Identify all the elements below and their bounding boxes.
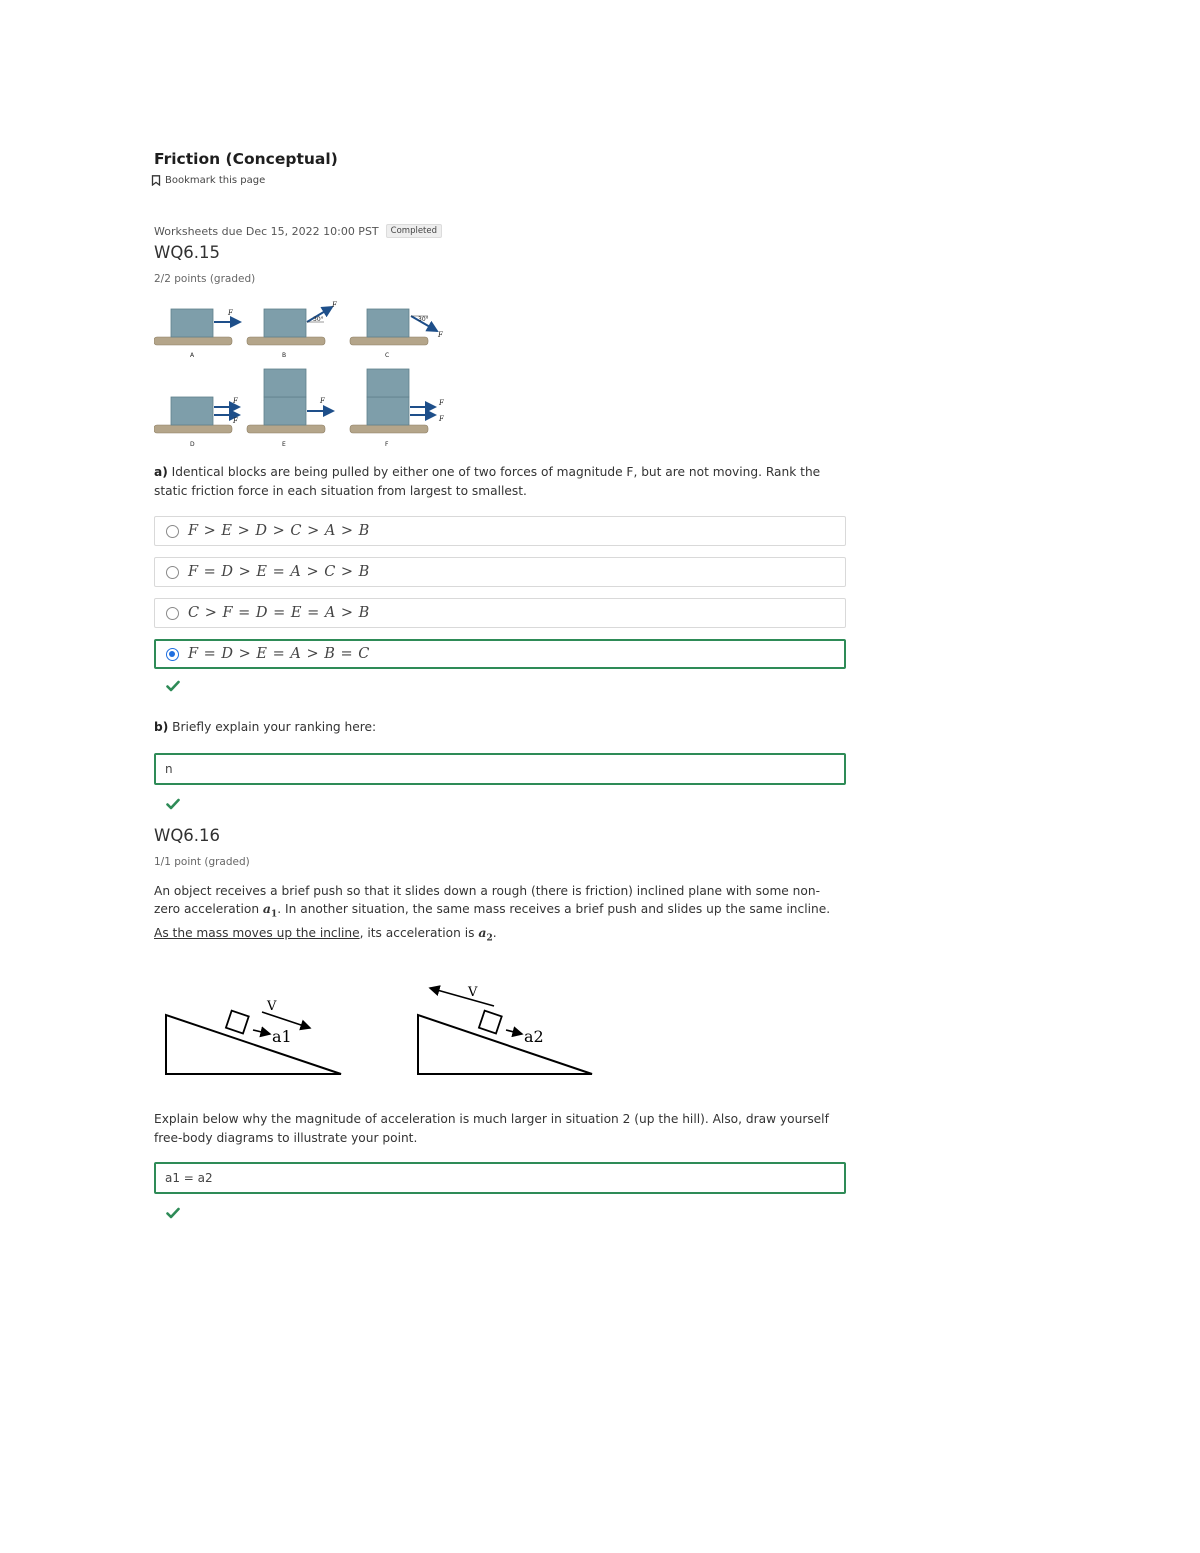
part-a-text: Identical blocks are being pulled by either one of two forces of magnitude F, but are not moving. Rank the static friction force in each situation from largest to smallest. — [154, 465, 821, 498]
svg-text:30°: 30° — [313, 316, 324, 323]
main-content — [154, 148, 854, 1219]
svg-text:a2: a2 — [524, 1027, 544, 1046]
svg-text:30°: 30° — [418, 316, 429, 323]
explain-prompt: Explain below why the magnitude of acceleration is much larger in situation 2 (up the hill). Also, draw yourself free-body diagrams to illustrate your point. — [154, 1112, 829, 1145]
choice-label: F > E > D > C > A > B — [188, 523, 370, 539]
choice-list — [154, 516, 854, 669]
svg-text:F: F — [439, 399, 444, 407]
choice-label: C > F = D = E = A > B — [188, 605, 370, 621]
part-a-prefix: a) — [154, 465, 168, 479]
part-a-question — [154, 463, 844, 500]
svg-text:V: V — [267, 999, 277, 1014]
svg-text:F: F — [320, 397, 325, 405]
radio-button[interactable] — [166, 566, 179, 579]
situation-a — [154, 309, 240, 359]
incline-diagram-1 — [166, 999, 341, 1074]
part-b-text: Briefly explain your ranking here: — [172, 720, 377, 734]
choice-option-3[interactable] — [154, 598, 846, 628]
svg-text:F: F — [332, 301, 337, 309]
svg-text:F: F — [233, 397, 238, 405]
radio-button[interactable] — [166, 607, 179, 620]
situation-e — [247, 369, 333, 448]
due-row — [154, 224, 854, 238]
situation-b — [247, 301, 338, 359]
part-b-question — [154, 718, 844, 737]
incline-diagrams — [154, 978, 614, 1088]
choice-option-4[interactable] — [154, 639, 846, 669]
choice-option-1[interactable] — [154, 516, 846, 546]
problem-title-wq616: WQ6.16 — [154, 825, 221, 845]
svg-text:F: F — [438, 331, 443, 339]
correct-check-icon — [166, 680, 180, 692]
radio-button[interactable] — [166, 525, 179, 538]
status-badge: Completed — [386, 224, 442, 238]
choice-option-2[interactable] — [154, 557, 846, 587]
bookmark-label: Bookmark this page — [165, 175, 266, 186]
bookmark-icon — [151, 175, 161, 186]
unit-title: Friction (Conceptual) — [154, 150, 338, 168]
problem-points: 2/2 points (graded) — [154, 273, 256, 285]
label-f: F — [385, 441, 389, 448]
svg-text:V: V — [468, 985, 478, 1000]
situation-c — [350, 309, 444, 359]
choice-label: F = D > E = A > B = C — [188, 646, 370, 662]
problem2-answer-input[interactable]: a1 = a2 — [154, 1162, 846, 1194]
label-a: A — [190, 352, 195, 359]
problem-title-wq615: WQ6.15 — [154, 243, 221, 262]
svg-text:F: F — [233, 417, 238, 425]
label-e: E — [282, 441, 286, 448]
label-b: B — [282, 352, 287, 359]
svg-text:a1: a1 — [272, 1027, 292, 1046]
underlined-text: As the mass moves up the incline — [154, 926, 360, 940]
correct-check-icon — [166, 1207, 180, 1219]
bookmark-button[interactable] — [151, 175, 854, 186]
incline-diagram-2 — [418, 985, 592, 1074]
var-a2: $a_2$ — [478, 925, 493, 944]
radio-button-selected[interactable] — [166, 648, 179, 661]
part-b-answer-input[interactable]: n — [154, 753, 846, 785]
label-c: C — [385, 352, 390, 359]
problem-points: 1/1 point (graded) — [154, 855, 250, 868]
blocks-figure — [154, 299, 454, 449]
situation-d — [154, 397, 239, 448]
problem2-question: An object receives a brief push so that it slides down a rough (there is friction) inclined plane with some non-zero acceleration $a_1$. In another situation, the same mass receives a brief push and slides up the same incline. As the mass moves up the incline, its acceleration is $a_2$. — [154, 883, 831, 944]
svg-text:F: F — [439, 415, 444, 423]
choice-label: F = D > E = A > C > B — [188, 564, 370, 580]
correct-check-icon — [166, 798, 180, 810]
label-d: D — [190, 441, 195, 448]
svg-text:F: F — [228, 309, 233, 317]
part-b-prefix: b) — [154, 720, 169, 734]
situation-f — [350, 369, 445, 448]
due-date-text: Worksheets due Dec 15, 2022 10:00 PST — [154, 224, 379, 238]
var-a1: $a_1$ — [262, 901, 278, 920]
